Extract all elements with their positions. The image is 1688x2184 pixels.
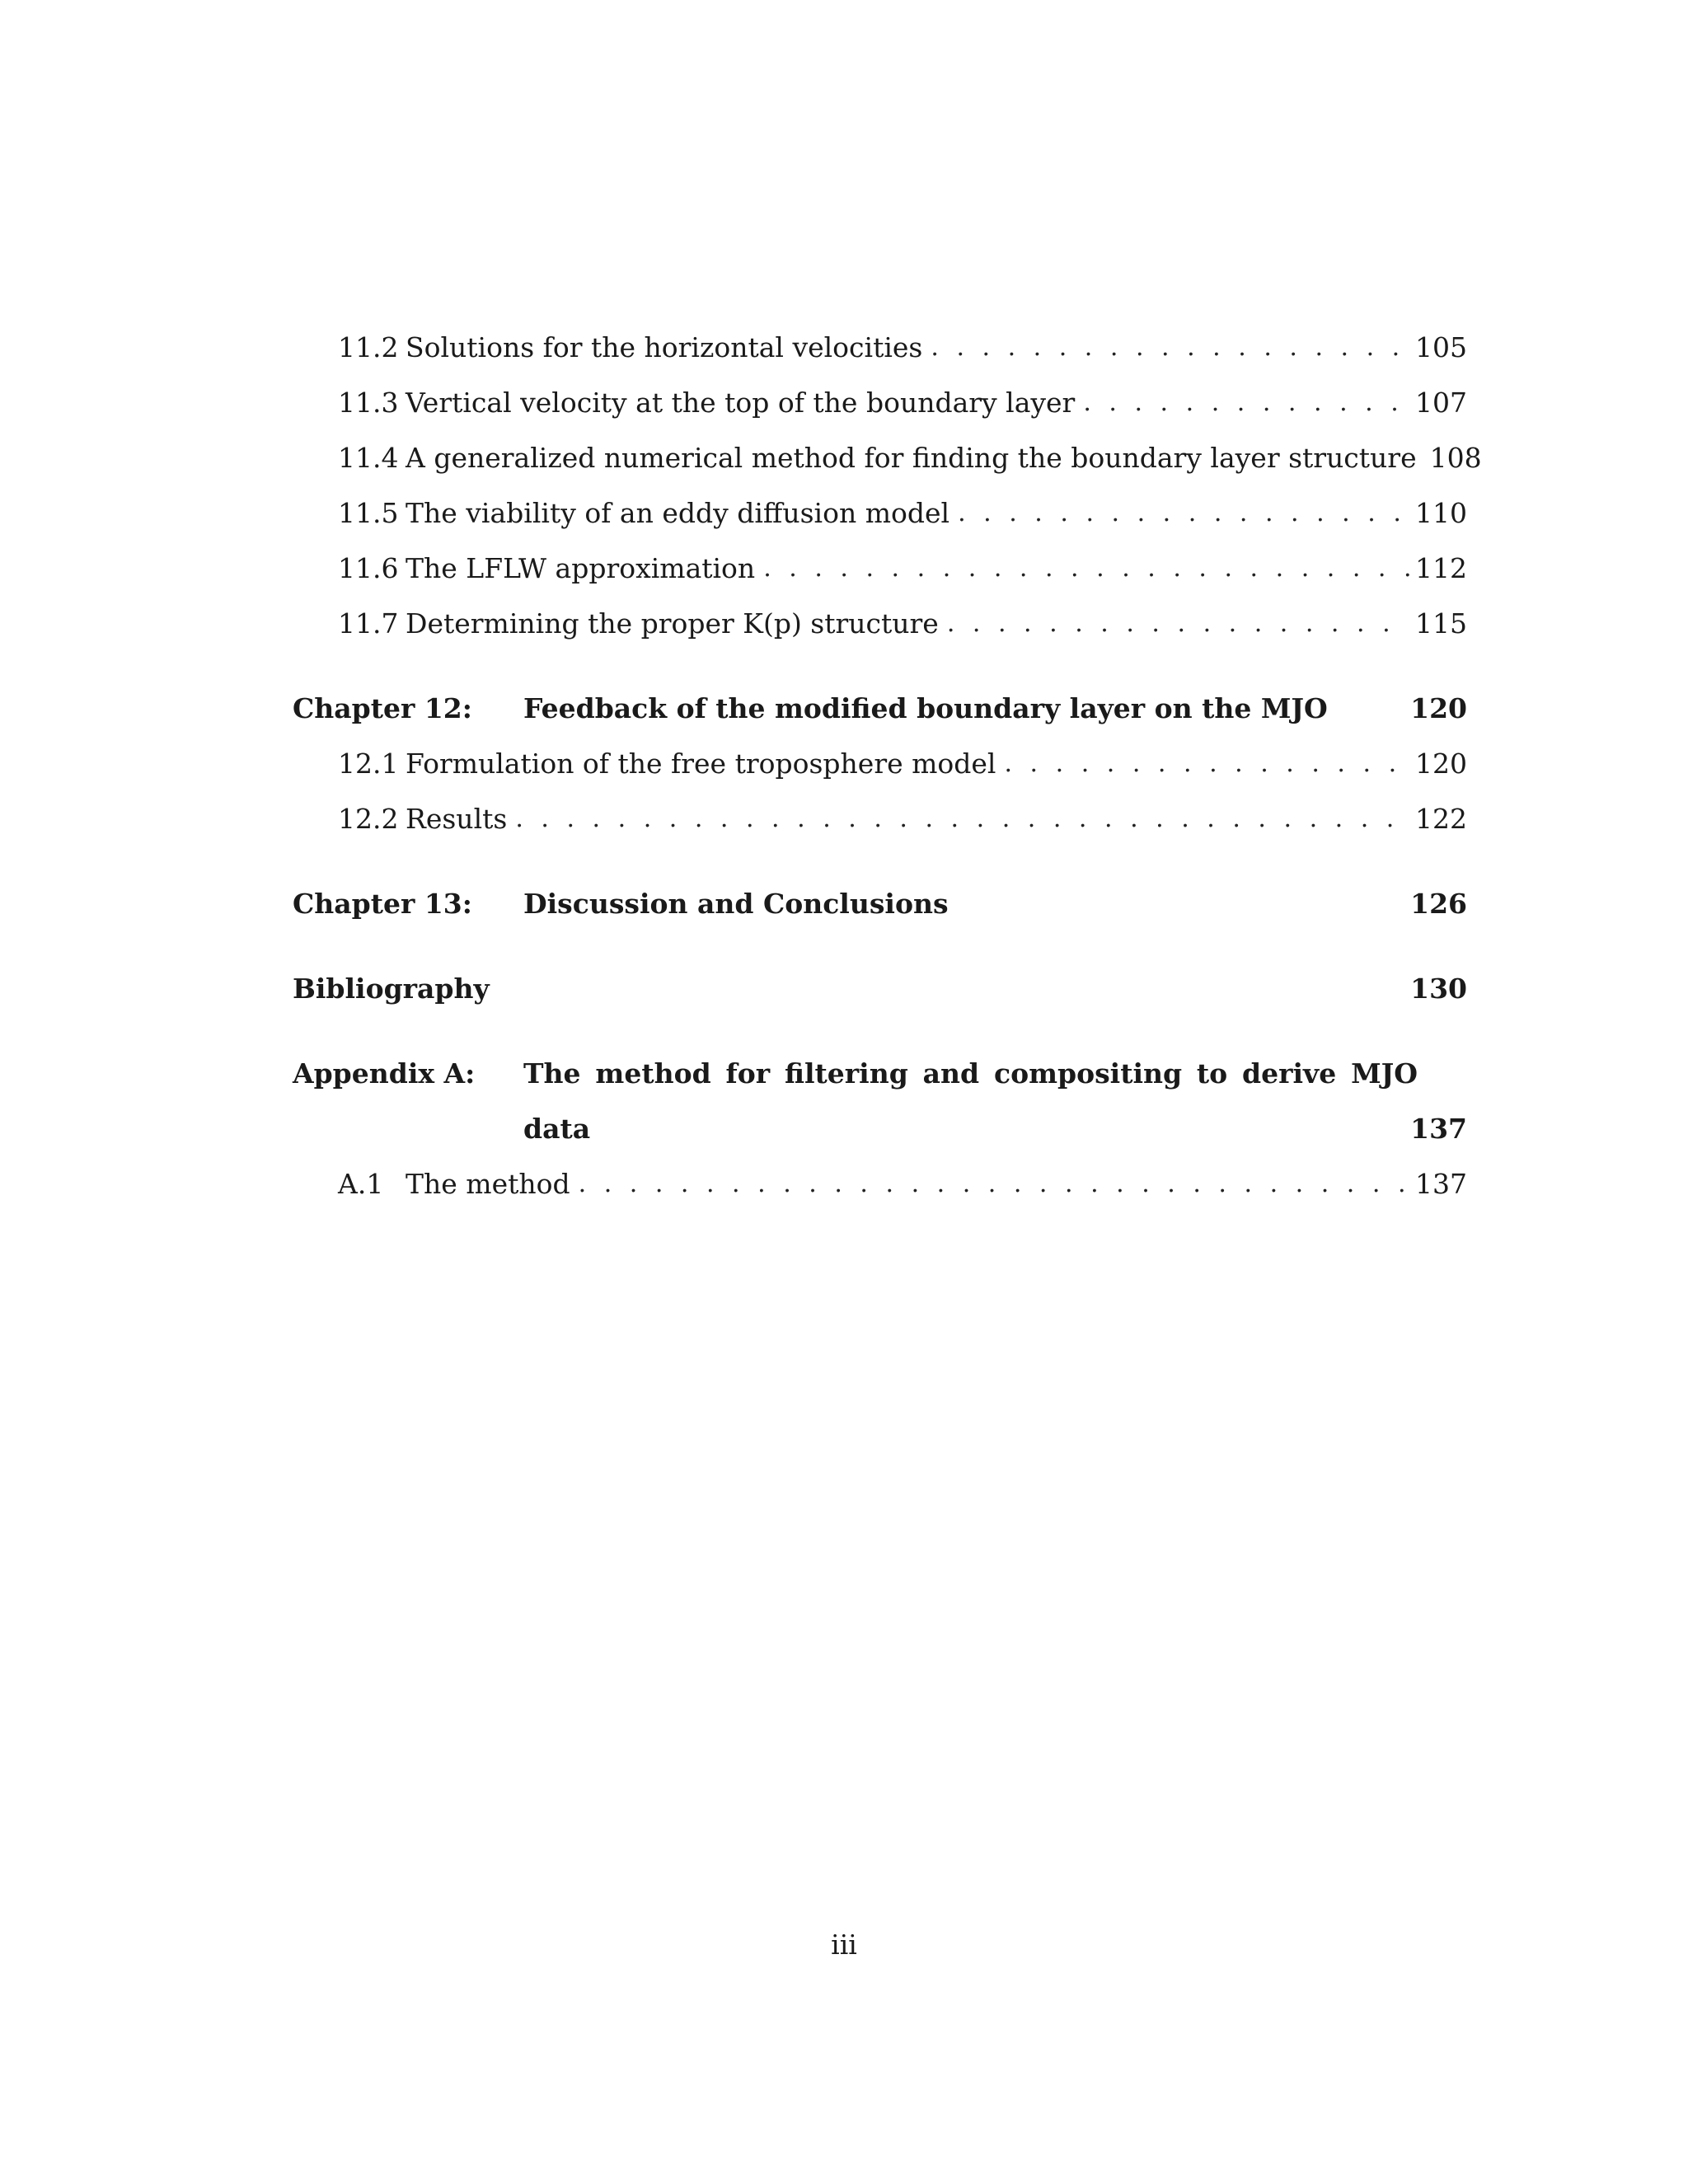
page-number: 130 bbox=[1410, 972, 1467, 1005]
section-number: 11.5 bbox=[338, 497, 399, 529]
chapter-label: Chapter 13: bbox=[293, 888, 472, 920]
toc-entry-a-1[interactable] bbox=[293, 1156, 1467, 1212]
section-title: The LFLW approximation bbox=[406, 552, 756, 584]
toc-chapter-13[interactable] bbox=[293, 876, 1467, 931]
chapter-title: Discussion and Conclusions bbox=[523, 888, 949, 920]
toc-appendix-a[interactable] bbox=[293, 1046, 1467, 1101]
page-number: 112 bbox=[1415, 552, 1467, 584]
page-number: 110 bbox=[1415, 497, 1467, 529]
dot-leader bbox=[922, 335, 1410, 360]
section-number: 11.4 bbox=[338, 442, 399, 474]
section-title: Determining the proper K(p) structure bbox=[406, 607, 939, 640]
section-number: 12.2 bbox=[338, 803, 399, 835]
chapter-label: Chapter 12: bbox=[293, 692, 472, 724]
toc-entry-12-1[interactable] bbox=[293, 736, 1467, 791]
spacer bbox=[293, 651, 1467, 681]
section-number: 11.7 bbox=[338, 607, 399, 640]
page-number: 105 bbox=[1415, 331, 1467, 363]
section-title: Formulation of the free troposphere model bbox=[406, 748, 996, 780]
section-title: The method bbox=[406, 1168, 570, 1200]
dot-leader bbox=[996, 752, 1410, 776]
section-title: Solutions for the horizontal velocities bbox=[406, 331, 923, 363]
page-number: 108 bbox=[1429, 442, 1482, 474]
page-number: 126 bbox=[1410, 888, 1467, 920]
spacer bbox=[293, 1016, 1467, 1046]
toc-entry-12-2[interactable] bbox=[293, 791, 1467, 846]
toc-entry-11-3[interactable] bbox=[293, 375, 1467, 430]
dot-leader bbox=[939, 612, 1410, 636]
bibliography-label: Bibliography bbox=[293, 972, 490, 1005]
section-title: The viability of an eddy diffusion model bbox=[406, 497, 950, 529]
section-number: A.1 bbox=[338, 1168, 384, 1200]
appendix-title-line-2: data bbox=[523, 1113, 591, 1145]
toc-entry-11-6[interactable] bbox=[293, 541, 1467, 596]
page-number: 137 bbox=[1410, 1113, 1467, 1145]
section-number: 11.3 bbox=[338, 387, 399, 419]
appendix-label: Appendix A: bbox=[293, 1057, 476, 1090]
table-of-contents bbox=[293, 320, 1482, 1212]
section-number: 11.2 bbox=[338, 331, 399, 363]
toc-entry-11-7[interactable] bbox=[293, 596, 1467, 651]
toc-appendix-a-continued[interactable] bbox=[293, 1101, 1467, 1156]
page-number: 122 bbox=[1415, 803, 1467, 835]
page-number: 120 bbox=[1410, 692, 1467, 724]
section-title: Results bbox=[406, 803, 508, 835]
page-folio: iii bbox=[831, 1929, 857, 1961]
page-number: 137 bbox=[1415, 1168, 1467, 1200]
dot-leader bbox=[1075, 391, 1410, 415]
toc-entry-11-2[interactable] bbox=[293, 320, 1467, 375]
spacer bbox=[293, 931, 1467, 961]
chapter-title: Feedback of the modified boundary layer on the MJO bbox=[523, 692, 1328, 724]
section-number: 11.6 bbox=[338, 552, 399, 584]
toc-entry-11-5[interactable] bbox=[293, 485, 1467, 541]
page-number: 107 bbox=[1415, 387, 1467, 419]
page-number: 120 bbox=[1415, 748, 1467, 780]
toc-bibliography[interactable] bbox=[293, 961, 1467, 1016]
section-title: Vertical velocity at the top of the boundary layer bbox=[406, 387, 1076, 419]
dot-leader bbox=[950, 501, 1410, 526]
spacer bbox=[293, 846, 1467, 876]
toc-chapter-12[interactable] bbox=[293, 681, 1467, 736]
section-title: A generalized numerical method for finding the boundary layer structure bbox=[406, 442, 1417, 474]
dot-leader bbox=[755, 556, 1410, 581]
dot-leader bbox=[507, 807, 1410, 832]
section-number: 12.1 bbox=[338, 748, 399, 780]
toc-entry-11-4[interactable] bbox=[293, 430, 1482, 485]
page-number: 115 bbox=[1415, 607, 1467, 640]
dot-leader bbox=[1417, 446, 1425, 471]
dot-leader bbox=[570, 1172, 1410, 1197]
appendix-title-line-1: The method for filtering and compositing to derive MJO bbox=[523, 1057, 1418, 1090]
